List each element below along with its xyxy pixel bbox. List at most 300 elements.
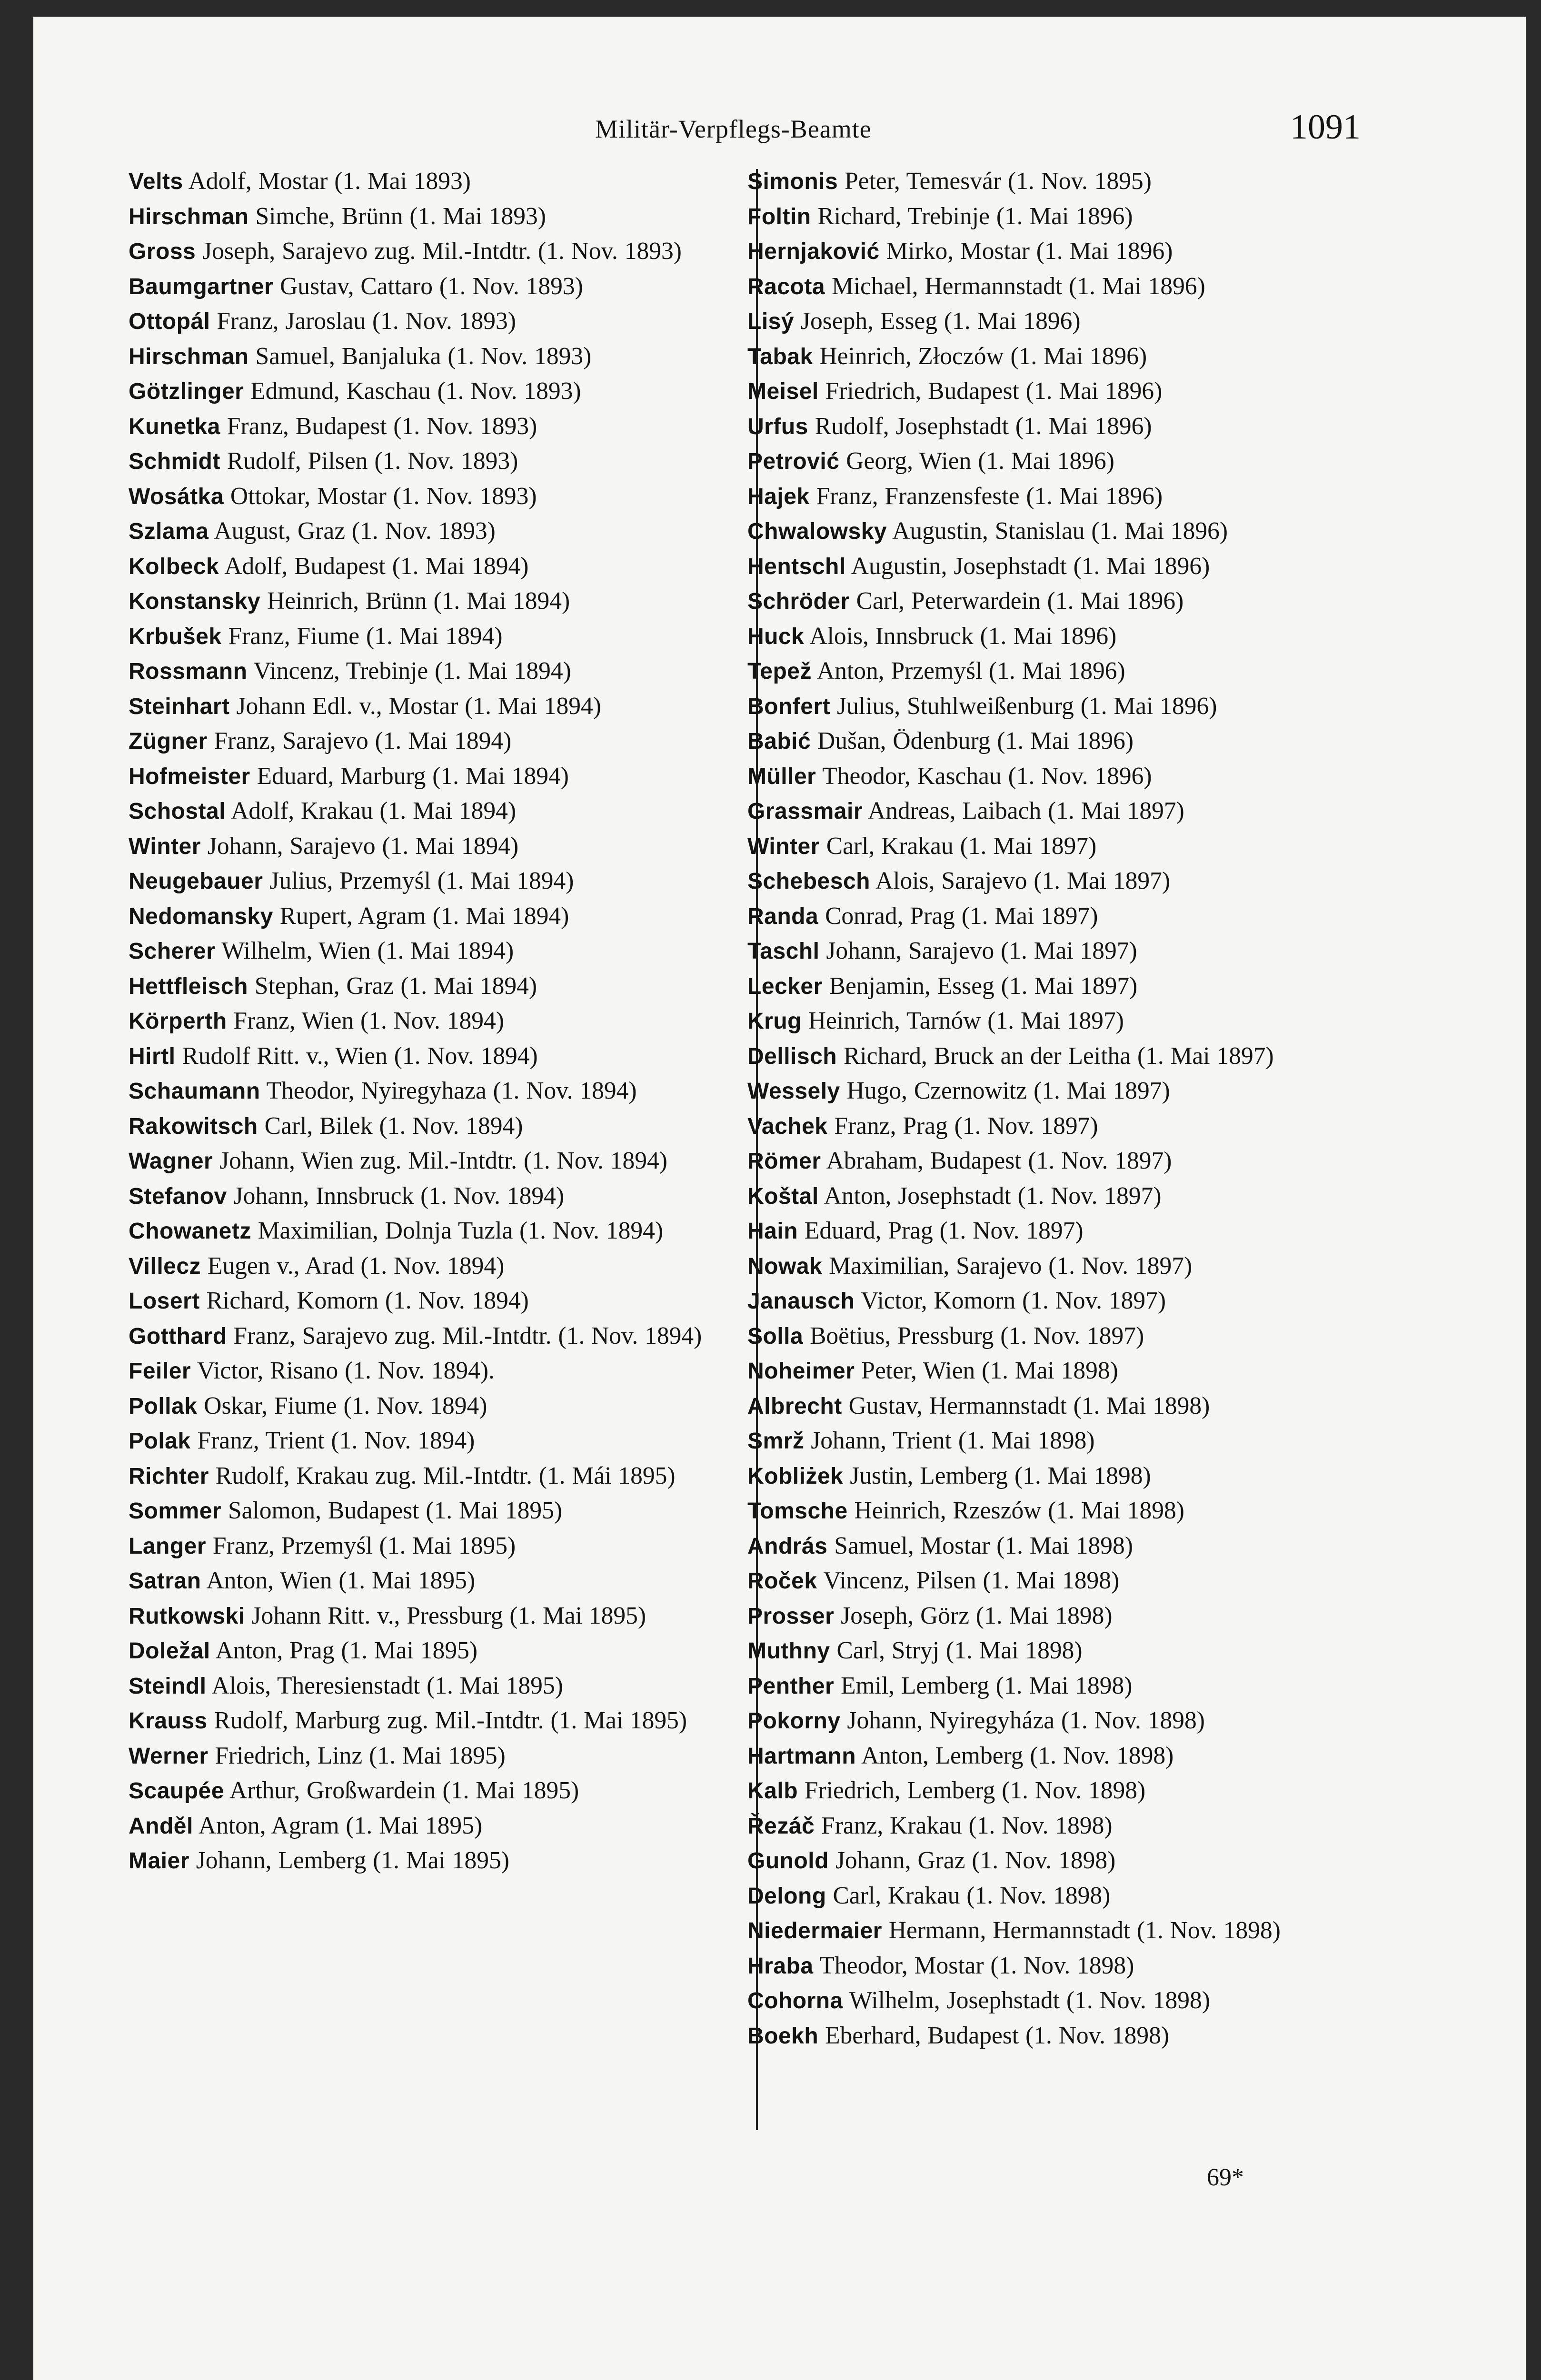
entry-details: Julius, Przemyśl (1. Mai 1894) xyxy=(263,867,574,894)
register-entry xyxy=(129,1774,774,1809)
entry-surname: Grassmair xyxy=(747,799,863,824)
register-entry xyxy=(129,689,774,724)
entry-details: Richard, Bruck an der Leitha (1. Mai 1897) xyxy=(837,1042,1274,1070)
entry-surname: Schostal xyxy=(129,799,226,824)
register-entry xyxy=(129,1214,774,1249)
register-entry xyxy=(747,339,1385,375)
register-entry xyxy=(747,1074,1385,1109)
page-header xyxy=(33,95,1526,148)
register-entry xyxy=(129,374,774,409)
register-entry xyxy=(747,409,1385,445)
entry-surname: Zügner xyxy=(129,729,208,754)
entry-details: Mirko, Mostar (1. Mai 1896) xyxy=(879,238,1173,265)
entry-details: Salomon, Budapest (1. Mai 1895) xyxy=(221,1497,562,1524)
register-entry xyxy=(747,654,1385,689)
entry-details: Richard, Komorn (1. Nov. 1894) xyxy=(199,1287,529,1314)
entry-details: Franz, Fiume (1. Mai 1894) xyxy=(221,622,503,650)
entry-details: Eberhard, Budapest (1. Nov. 1898) xyxy=(818,2022,1169,2049)
entry-surname: Kobliżek xyxy=(747,1463,844,1489)
entry-surname: Müller xyxy=(747,764,816,789)
register-entry xyxy=(747,1949,1385,1984)
entry-surname: Chowanetz xyxy=(129,1219,251,1244)
entry-surname: Hofmeister xyxy=(129,764,250,789)
entry-surname: Steindl xyxy=(129,1673,207,1699)
entry-surname: Kolbeck xyxy=(129,554,219,579)
entry-details: Eduard, Marburg (1. Mai 1894) xyxy=(250,762,569,790)
entry-details: Oskar, Fiume (1. Nov. 1894) xyxy=(197,1392,487,1419)
entry-details: Rudolf, Krakau zug. Mil.-Intdtr. (1. Mái 1895) xyxy=(209,1462,676,1489)
register-entry xyxy=(747,1179,1385,1214)
register-entry xyxy=(747,549,1385,585)
entry-details: Friedrich, Lemberg (1. Nov. 1898) xyxy=(798,1777,1146,1804)
register-entry xyxy=(747,724,1385,759)
register-entry xyxy=(747,1249,1385,1284)
register-entry xyxy=(129,1494,774,1529)
register-entry xyxy=(129,1424,774,1459)
entry-details: Peter, Wien (1. Mai 1898) xyxy=(855,1357,1118,1384)
register-entry xyxy=(747,1109,1385,1144)
entry-surname: Hentschl xyxy=(747,554,846,579)
entry-details: Theodor, Mostar (1. Nov. 1898) xyxy=(813,1952,1134,1979)
register-entry xyxy=(747,899,1385,934)
entry-details: Carl, Stryj (1. Mai 1898) xyxy=(830,1637,1083,1664)
register-entry xyxy=(129,759,774,794)
entry-details: Richard, Trebinje (1. Mai 1896) xyxy=(811,202,1133,230)
page-number: 1091 xyxy=(1290,108,1361,147)
register-entry xyxy=(129,864,774,899)
entry-surname: Pokorny xyxy=(747,1708,841,1734)
entry-details: Emil, Lemberg (1. Mai 1898) xyxy=(834,1672,1133,1699)
register-entry xyxy=(129,969,774,1004)
entry-details: Alois, Innsbruck (1. Mai 1896) xyxy=(804,622,1117,650)
register-entry xyxy=(129,549,774,585)
register-entry xyxy=(747,1039,1385,1074)
register-entry xyxy=(747,1634,1385,1669)
entry-details: Friedrich, Linz (1. Mai 1895) xyxy=(208,1742,506,1769)
register-entry xyxy=(129,444,774,479)
entry-surname: Meisel xyxy=(747,379,819,404)
register-entry xyxy=(747,514,1385,549)
entry-surname: Foltin xyxy=(747,204,811,229)
entry-surname: Hajek xyxy=(747,484,810,509)
register-entry xyxy=(129,1074,774,1109)
entry-surname: Gross xyxy=(129,239,196,264)
register-entry xyxy=(747,969,1385,1004)
entry-surname: Rakowitsch xyxy=(129,1113,258,1139)
register-entry xyxy=(747,444,1385,479)
entry-surname: Penther xyxy=(747,1673,835,1699)
register-entry xyxy=(747,1529,1385,1564)
entry-surname: Racota xyxy=(747,274,825,299)
entry-details: Samuel, Mostar (1. Mai 1898) xyxy=(827,1532,1133,1559)
entry-surname: Boekh xyxy=(747,2023,819,2049)
entry-surname: Hirtl xyxy=(129,1043,176,1069)
entry-details: Eduard, Prag (1. Nov. 1897) xyxy=(798,1217,1084,1244)
register-entry xyxy=(747,1459,1385,1494)
register-entry xyxy=(747,164,1385,199)
entry-surname: Scaupée xyxy=(129,1778,224,1804)
entry-surname: Nowak xyxy=(747,1253,823,1279)
register-entry xyxy=(747,2019,1385,2054)
entry-surname: Babić xyxy=(747,729,811,754)
entry-details: Johann, Trient (1. Mai 1898) xyxy=(804,1427,1095,1454)
entry-details: Johann, Graz (1. Nov. 1898) xyxy=(828,1847,1116,1874)
entry-details: Boëtius, Pressburg (1. Nov. 1897) xyxy=(803,1322,1144,1349)
register-entry xyxy=(747,234,1385,269)
entry-surname: Niedermaier xyxy=(747,1918,882,1944)
entry-details: Vincenz, Pilsen (1. Mai 1898) xyxy=(817,1567,1120,1594)
entry-surname: Polak xyxy=(129,1428,191,1454)
register-entry xyxy=(129,934,774,969)
entry-details: Franz, Jaroslau (1. Nov. 1893) xyxy=(210,307,516,335)
register-entry xyxy=(129,1459,774,1494)
entry-details: Edmund, Kaschau (1. Nov. 1893) xyxy=(244,377,581,405)
entry-surname: Wessely xyxy=(747,1079,840,1104)
entry-surname: Doležal xyxy=(129,1638,210,1664)
entry-details: Adolf, Krakau (1. Mai 1894) xyxy=(226,797,517,824)
entry-surname: Tabak xyxy=(747,344,813,369)
entry-surname: Albrecht xyxy=(747,1393,842,1419)
register-entry xyxy=(129,584,774,619)
register-entry xyxy=(129,1739,774,1774)
entry-details: Heinrich, Rzeszów (1. Mai 1898) xyxy=(847,1497,1184,1524)
entry-details: Maximilian, Dolnja Tuzla (1. Nov. 1894) xyxy=(251,1217,664,1244)
entry-surname: Hirschman xyxy=(129,204,249,229)
entry-details: Wilhelm, Wien (1. Mai 1894) xyxy=(215,937,514,964)
entry-details: Julius, Stuhlweißenburg (1. Mai 1896) xyxy=(830,692,1217,720)
entry-details: Andreas, Laibach (1. Mai 1897) xyxy=(863,797,1184,824)
entry-surname: Noheimer xyxy=(747,1359,855,1384)
entry-details: Adolf, Budapest (1. Mai 1894) xyxy=(219,552,529,580)
entry-details: Wilhelm, Josephstadt (1. Nov. 1898) xyxy=(843,1987,1210,2014)
entry-surname: Kunetka xyxy=(129,414,220,439)
entry-surname: Konstansky xyxy=(129,589,261,614)
register-entry xyxy=(747,1739,1385,1774)
register-entry xyxy=(747,829,1385,864)
register-entry xyxy=(747,1284,1385,1319)
entry-surname: Neugebauer xyxy=(129,869,263,894)
entry-details: Anton, Prag (1. Mai 1895) xyxy=(210,1637,477,1664)
register-entry xyxy=(747,1144,1385,1179)
register-entry xyxy=(747,374,1385,409)
entry-surname: Rossmann xyxy=(129,659,248,684)
entry-surname: Schröder xyxy=(747,589,850,614)
register-entry xyxy=(129,1809,774,1844)
entry-details: Joseph, Görz (1. Mai 1898) xyxy=(834,1602,1113,1629)
entry-details: Johann Edl. v., Mostar (1. Mai 1894) xyxy=(229,692,601,720)
entry-surname: Körperth xyxy=(129,1009,227,1034)
entry-details: Anton, Josephstadt (1. Nov. 1897) xyxy=(818,1182,1162,1210)
entry-details: Anton, Lemberg (1. Nov. 1898) xyxy=(856,1742,1174,1769)
register-entry xyxy=(747,1599,1385,1634)
entry-surname: Steinhart xyxy=(129,694,230,719)
entry-surname: Hernjaković xyxy=(747,239,880,264)
register-entry xyxy=(747,1424,1385,1459)
entry-details: Theodor, Kaschau (1. Nov. 1896) xyxy=(816,762,1152,790)
entry-surname: András xyxy=(747,1533,828,1559)
entry-surname: Langer xyxy=(129,1533,207,1559)
register-entry xyxy=(129,1704,774,1739)
register-entry xyxy=(747,1774,1385,1809)
register-entry xyxy=(129,829,774,864)
entry-details: Gustav, Hermannstadt (1. Mai 1898) xyxy=(842,1392,1210,1419)
entry-details: Heinrich, Brünn (1. Mai 1894) xyxy=(260,587,570,615)
register-entry xyxy=(747,479,1385,515)
register-entry xyxy=(747,1669,1385,1704)
entry-surname: Urfus xyxy=(747,414,808,439)
register-entry xyxy=(129,1039,774,1074)
entry-details: Franz, Prag (1. Nov. 1897) xyxy=(827,1112,1098,1140)
entry-details: Hugo, Czernowitz (1. Mai 1897) xyxy=(840,1077,1170,1104)
entry-details: Rudolf Ritt. v., Wien (1. Nov. 1894) xyxy=(175,1042,538,1070)
register-entry xyxy=(129,409,774,445)
entry-details: Anton, Przemyśl (1. Mai 1896) xyxy=(811,657,1125,684)
entry-details: Abraham, Budapest (1. Nov. 1897) xyxy=(821,1147,1172,1174)
entry-details: Simche, Brünn (1. Mai 1893) xyxy=(249,202,546,230)
entry-surname: Götzlinger xyxy=(129,379,244,404)
entry-details: Michael, Hermannstadt (1. Mai 1896) xyxy=(825,272,1205,300)
entry-details: Augustin, Josephstadt (1. Mai 1896) xyxy=(845,552,1210,580)
entry-surname: Tepež xyxy=(747,659,812,684)
entry-surname: Dellisch xyxy=(747,1043,837,1069)
register-entry xyxy=(129,339,774,375)
entry-details: Carl, Krakau (1. Nov. 1898) xyxy=(826,1882,1111,1909)
entry-surname: Wagner xyxy=(129,1149,213,1174)
entry-details: Carl, Bilek (1. Nov. 1894) xyxy=(258,1112,523,1140)
entry-details: Stephan, Graz (1. Mai 1894) xyxy=(248,972,537,1000)
entry-surname: Winter xyxy=(129,833,201,859)
entry-surname: Gunold xyxy=(747,1848,829,1874)
entry-details: Rudolf, Josephstadt (1. Mai 1896) xyxy=(808,412,1152,440)
entry-surname: Feiler xyxy=(129,1359,191,1384)
entry-surname: Winter xyxy=(747,833,820,859)
register-entry xyxy=(747,269,1385,305)
entry-surname: Prosser xyxy=(747,1603,835,1629)
entry-details: Franz, Przemyśl (1. Mai 1895) xyxy=(206,1532,516,1559)
entry-details: Rudolf, Marburg zug. Mil.-Intdtr. (1. Mai 1895) xyxy=(207,1707,687,1734)
entry-details: Rudolf, Pilsen (1. Nov. 1893) xyxy=(220,447,518,475)
entry-details: Theodor, Nyiregyhaza (1. Nov. 1894) xyxy=(260,1077,637,1104)
register-entry xyxy=(129,164,774,199)
register-entry xyxy=(747,584,1385,619)
entry-surname: Hirschman xyxy=(129,344,249,369)
entry-details: Johann, Sarajevo (1. Mai 1897) xyxy=(819,937,1137,964)
register-entry xyxy=(747,304,1385,339)
entry-surname: Huck xyxy=(747,624,805,649)
entry-details: Johann, Innsbruck (1. Nov. 1894) xyxy=(227,1182,564,1210)
entry-surname: Szlama xyxy=(129,519,209,544)
entry-details: Alois, Theresienstadt (1. Mai 1895) xyxy=(206,1672,563,1699)
entry-details: Gustav, Cattaro (1. Nov. 1893) xyxy=(273,272,583,300)
entry-details: Justin, Lemberg (1. Mai 1898) xyxy=(843,1462,1151,1489)
entry-details: Ottokar, Mostar (1. Nov. 1893) xyxy=(224,482,537,510)
entry-details: Arthur, Großwardein (1. Mai 1895) xyxy=(224,1777,579,1804)
register-entry xyxy=(747,1983,1385,2019)
entry-surname: Muthny xyxy=(747,1638,830,1664)
entry-surname: Rutkowski xyxy=(129,1603,245,1629)
entry-details: Joseph, Sarajevo zug. Mil.-Intdtr. (1. Nov. 1893) xyxy=(196,238,682,265)
entry-surname: Ottopál xyxy=(129,309,210,334)
register-entry xyxy=(747,1879,1385,1914)
register-entry xyxy=(129,899,774,934)
entry-details: Franz, Wien (1. Nov. 1894) xyxy=(227,1007,504,1034)
register-entry xyxy=(747,1844,1385,1879)
entry-surname: Gotthard xyxy=(129,1323,227,1349)
entry-details: Adolf, Mostar (1. Mai 1893) xyxy=(183,168,471,195)
entry-surname: Hartmann xyxy=(747,1743,856,1769)
entry-details: Anton, Agram (1. Mai 1895) xyxy=(193,1812,483,1839)
register-entry xyxy=(129,1564,774,1599)
register-entry xyxy=(129,1249,774,1284)
entry-details: Heinrich, Złoczów (1. Mai 1896) xyxy=(813,342,1147,370)
register-entry xyxy=(129,304,774,339)
register-entry xyxy=(747,1564,1385,1599)
register-entry xyxy=(747,759,1385,794)
register-entry xyxy=(129,199,774,235)
entry-surname: Scherer xyxy=(129,939,216,964)
entry-surname: Krbušek xyxy=(129,624,222,649)
entry-surname: Schebesch xyxy=(747,869,870,894)
entry-surname: Velts xyxy=(129,169,183,194)
entry-surname: Chwalowsky xyxy=(747,519,887,544)
entry-details: Johann Ritt. v., Pressburg (1. Mai 1895) xyxy=(245,1602,646,1629)
entry-details: Samuel, Banjaluka (1. Nov. 1893) xyxy=(249,342,592,370)
entry-surname: Simonis xyxy=(747,169,838,194)
entry-details: Friedrich, Budapest (1. Mai 1896) xyxy=(818,377,1163,405)
entry-details: Johann, Sarajevo (1. Mai 1894) xyxy=(200,832,519,860)
entry-surname: Werner xyxy=(129,1743,209,1769)
entry-surname: Losert xyxy=(129,1289,200,1314)
entry-surname: Taschl xyxy=(747,939,820,964)
register-entry xyxy=(747,1389,1385,1424)
entry-surname: Vachek xyxy=(747,1113,828,1139)
entry-surname: Maier xyxy=(129,1848,189,1874)
running-title: Militär-Verpflegs-Beamte xyxy=(595,115,872,143)
entry-surname: Roček xyxy=(747,1568,817,1594)
entry-details: Conrad, Prag (1. Mai 1897) xyxy=(818,902,1098,930)
entry-surname: Schmidt xyxy=(129,449,220,474)
register-entry xyxy=(747,864,1385,899)
register-entry xyxy=(129,1844,774,1879)
entry-surname: Lisý xyxy=(747,309,795,334)
entry-details: Anton, Wien (1. Mai 1895) xyxy=(201,1567,475,1594)
register-entry xyxy=(747,1354,1385,1389)
entry-surname: Delong xyxy=(747,1883,826,1909)
register-entry xyxy=(129,1354,774,1389)
entry-surname: Řezáč xyxy=(747,1813,815,1839)
entry-surname: Koštal xyxy=(747,1183,819,1209)
printer-signature: 69* xyxy=(1207,2164,1244,2191)
entry-surname: Baumgartner xyxy=(129,274,274,299)
register-entry xyxy=(129,1319,774,1354)
entry-details: Franz, Trient (1. Nov. 1894) xyxy=(190,1427,475,1454)
entry-details: Alois, Sarajevo (1. Mai 1897) xyxy=(870,867,1171,894)
register-entry xyxy=(129,1179,774,1214)
register-entry xyxy=(747,1214,1385,1249)
entry-surname: Anděl xyxy=(129,1813,193,1839)
entry-details: Vincenz, Trebinje (1. Mai 1894) xyxy=(247,657,571,684)
register-entry xyxy=(129,1634,774,1669)
register-entry xyxy=(129,1109,774,1144)
register-entry xyxy=(129,1004,774,1039)
entry-surname: Lecker xyxy=(747,973,823,999)
register-entry xyxy=(129,1669,774,1704)
register-entry xyxy=(129,794,774,829)
register-entry xyxy=(129,619,774,654)
register-entry xyxy=(129,269,774,305)
entry-details: Heinrich, Tarnów (1. Mai 1897) xyxy=(801,1007,1124,1034)
register-entry xyxy=(747,1914,1385,1949)
left-column xyxy=(129,164,774,1879)
register-entry xyxy=(129,1284,774,1319)
entry-details: Rupert, Agram (1. Mai 1894) xyxy=(273,902,569,930)
entry-surname: Cohorna xyxy=(747,1988,843,2013)
entry-surname: Hain xyxy=(747,1219,798,1244)
entry-surname: Römer xyxy=(747,1149,821,1174)
entry-details: August, Graz (1. Nov. 1893) xyxy=(209,517,496,545)
register-entry xyxy=(747,1494,1385,1529)
entry-details: Hermann, Hermannstadt (1. Nov. 1898) xyxy=(882,1917,1281,1944)
entry-details: Dušan, Ödenburg (1. Mai 1896) xyxy=(811,727,1133,754)
document-page xyxy=(33,17,1526,2380)
entry-details: Johann, Nyiregyháza (1. Nov. 1898) xyxy=(840,1707,1205,1734)
entry-surname: Stefanov xyxy=(129,1183,227,1209)
entry-details: Victor, Komorn (1. Nov. 1897) xyxy=(855,1287,1166,1314)
register-entry xyxy=(129,234,774,269)
entry-surname: Richter xyxy=(129,1463,209,1489)
register-entry xyxy=(747,1004,1385,1039)
register-entry xyxy=(747,199,1385,235)
entry-surname: Tomsche xyxy=(747,1498,848,1524)
entry-surname: Kalb xyxy=(747,1778,798,1804)
entry-details: Franz, Budapest (1. Nov. 1893) xyxy=(220,412,537,440)
entry-surname: Nedomansky xyxy=(129,903,273,929)
entry-surname: Hraba xyxy=(747,1953,814,1979)
entry-surname: Krauss xyxy=(129,1708,208,1734)
register-entry xyxy=(747,1704,1385,1739)
entry-surname: Smrž xyxy=(747,1428,805,1454)
entry-details: Peter, Temesvár (1. Nov. 1895) xyxy=(838,168,1152,195)
entry-surname: Sommer xyxy=(129,1498,222,1524)
register-entry xyxy=(129,479,774,515)
entry-surname: Bonfert xyxy=(747,694,831,719)
entry-surname: Pollak xyxy=(129,1393,198,1419)
register-entry xyxy=(747,1319,1385,1354)
entry-surname: Petrović xyxy=(747,449,840,474)
entry-details: Franz, Franzensfeste (1. Mai 1896) xyxy=(809,482,1163,510)
register-entry xyxy=(747,1809,1385,1844)
right-column xyxy=(747,164,1385,2053)
entry-surname: Hettfleisch xyxy=(129,973,248,999)
entry-surname: Villecz xyxy=(129,1253,201,1279)
register-entry xyxy=(129,1599,774,1634)
entry-details: Carl, Krakau (1. Mai 1897) xyxy=(819,832,1097,860)
register-entry xyxy=(747,619,1385,654)
register-entry xyxy=(129,654,774,689)
entry-details: Augustin, Stanislau (1. Mai 1896) xyxy=(887,517,1228,545)
register-entry xyxy=(747,794,1385,829)
register-entry xyxy=(129,1529,774,1564)
entry-surname: Randa xyxy=(747,903,819,929)
register-entry xyxy=(129,1389,774,1424)
entry-surname: Wosátka xyxy=(129,484,224,509)
entry-details: Eugen v., Arad (1. Nov. 1894) xyxy=(201,1252,505,1279)
entry-details: Franz, Krakau (1. Nov. 1898) xyxy=(815,1812,1113,1839)
entry-details: Maximilian, Sarajevo (1. Nov. 1897) xyxy=(822,1252,1193,1279)
entry-details: Joseph, Esseg (1. Mai 1896) xyxy=(794,307,1081,335)
entry-details: Georg, Wien (1. Mai 1896) xyxy=(839,447,1114,475)
register-entry xyxy=(747,934,1385,969)
